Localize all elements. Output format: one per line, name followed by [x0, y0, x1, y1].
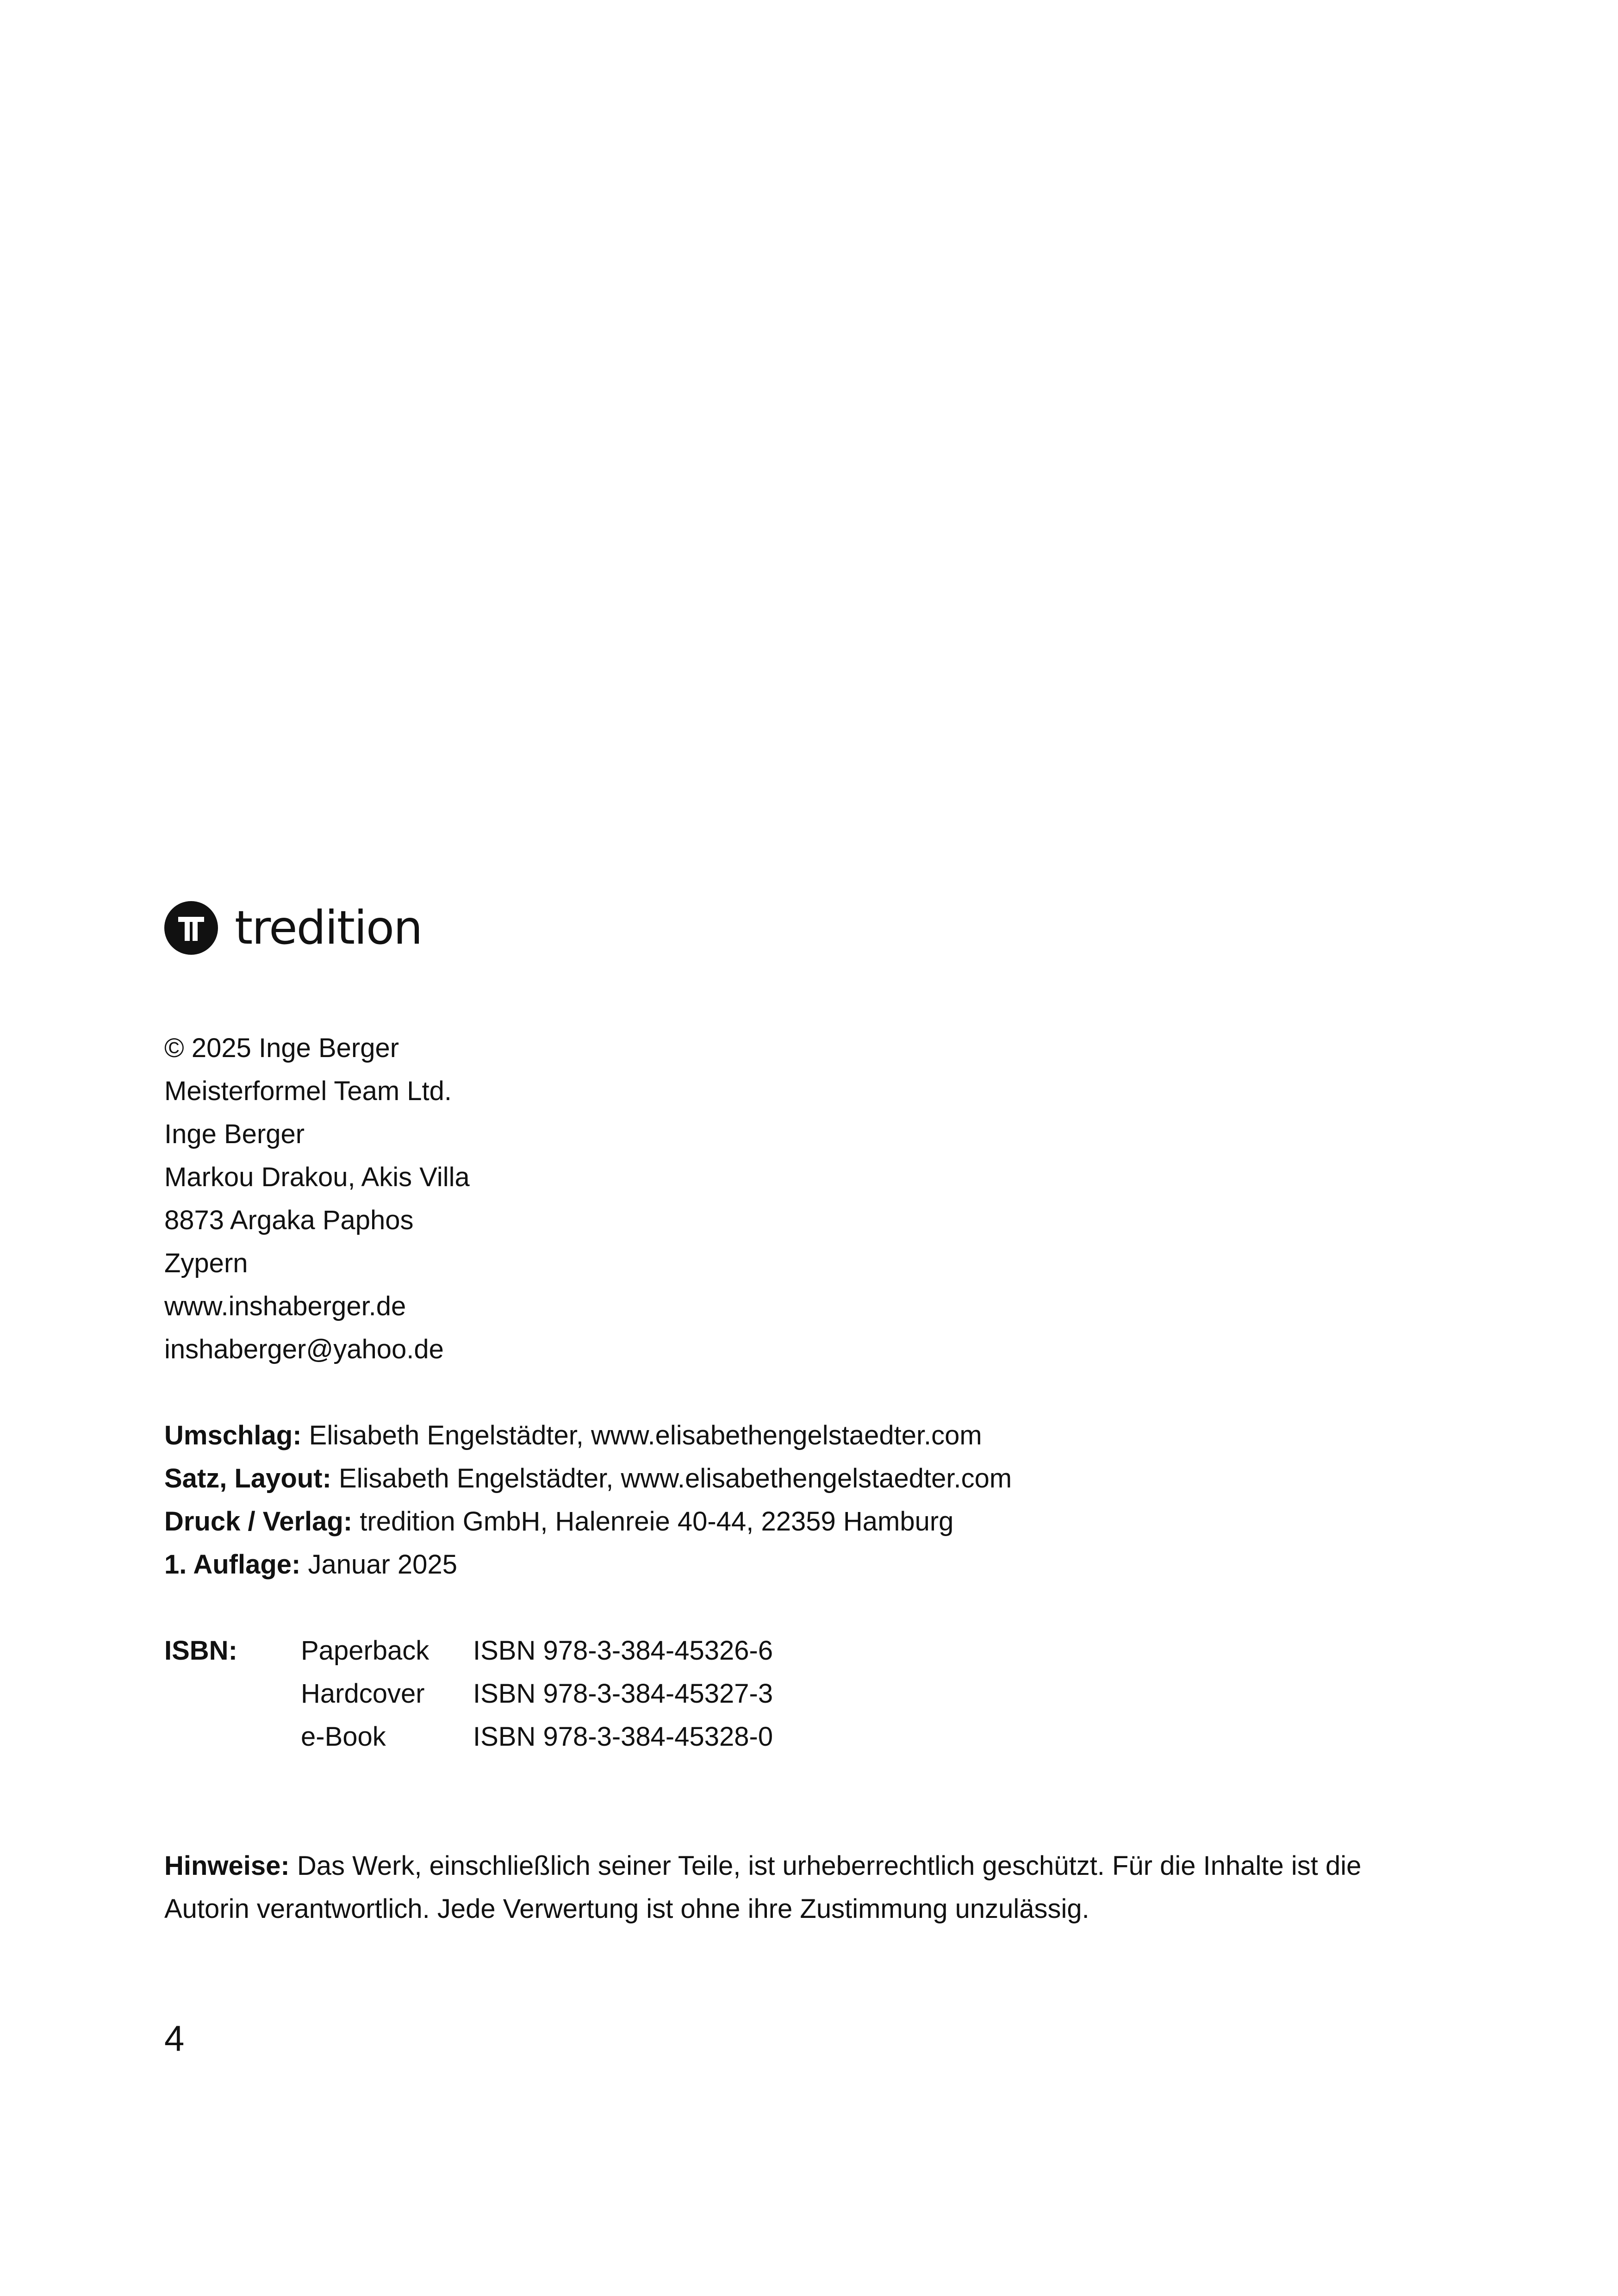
email-line: inshaberger@yahoo.de [164, 1334, 444, 1364]
isbn-format: Hardcover [301, 1679, 425, 1709]
copyright-line: © 2025 Inge Berger [164, 1033, 399, 1063]
credit-value: Elisabeth Engelstädter, www.elisabethengelstaedter.com [309, 1420, 982, 1450]
page-number: 4 [164, 2018, 185, 2059]
isbn-row-paperback [164, 1629, 1460, 1672]
contact-name-line: Inge Berger [164, 1119, 305, 1149]
isbn-number: ISBN 978-3-384-45326-6 [473, 1636, 773, 1666]
credit-label: Satz, Layout: [164, 1463, 331, 1493]
notice-label: Hinweise: [164, 1851, 290, 1881]
isbn-number: ISBN 978-3-384-45328-0 [473, 1722, 773, 1752]
notice-text: Das Werk, einschließlich seiner Teile, ist urheberrechtlich geschützt. Für die Inhalte ist die [297, 1851, 1362, 1881]
isbn-number: ISBN 978-3-384-45327-3 [473, 1679, 773, 1709]
publisher-logo [164, 898, 422, 958]
address-block [164, 1027, 1460, 1371]
imprint-block [164, 1027, 1460, 1930]
credit-value: Januar 2025 [308, 1549, 457, 1580]
credit-layout [164, 1457, 1460, 1500]
isbn-format: Paperback [301, 1636, 429, 1666]
credit-label: Druck / Verlag: [164, 1506, 353, 1537]
isbn-row-ebook [164, 1715, 1460, 1758]
isbn-row-hardcover [164, 1672, 1460, 1715]
logo-text: tredition [235, 901, 422, 955]
credits-block [164, 1414, 1460, 1586]
credit-label: 1. Auflage: [164, 1549, 301, 1580]
city-line: 8873 Argaka Paphos [164, 1205, 414, 1235]
street-line: Markou Drakou, Akis Villa [164, 1162, 470, 1192]
credit-value: Elisabeth Engelstädter, www.elisabethengelstaedter.com [339, 1463, 1012, 1493]
credit-edition [164, 1543, 1460, 1586]
website-line: www.inshaberger.de [164, 1291, 406, 1321]
isbn-block [164, 1629, 1460, 1758]
isbn-format: e-Book [301, 1722, 386, 1752]
country-line: Zypern [164, 1248, 248, 1278]
credit-publisher [164, 1500, 1460, 1543]
credit-value: tredition GmbH, Halenreie 40-44, 22359 Hamburg [360, 1506, 954, 1537]
isbn-label: ISBN: [164, 1636, 237, 1666]
company-line: Meisterformel Team Ltd. [164, 1076, 452, 1106]
credit-label: Umschlag: [164, 1420, 302, 1450]
credit-cover [164, 1414, 1460, 1457]
notice-text-continued: Autorin verantwortlich. Jede Verwertung ist ohne ihre Zustimmung unzulässig. [164, 1894, 1089, 1924]
tredition-logo-icon [164, 901, 218, 955]
legal-notice [164, 1844, 1460, 1930]
